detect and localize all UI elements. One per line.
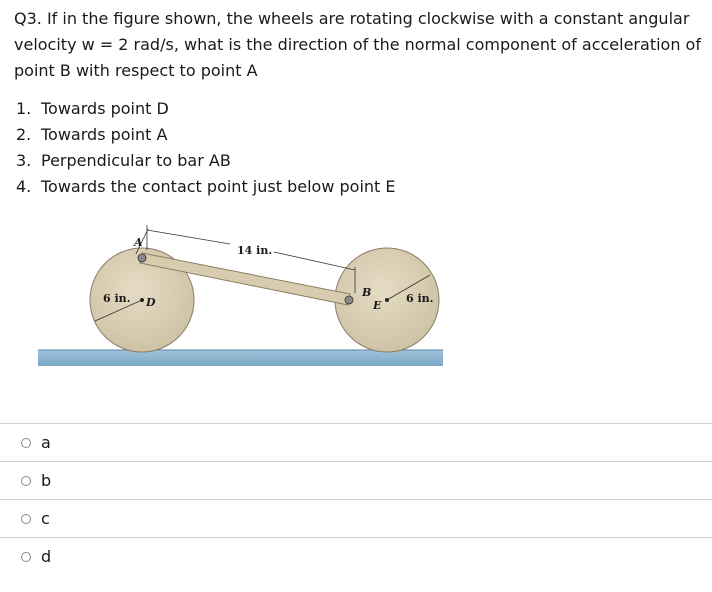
label-a: A	[134, 236, 143, 249]
label-right-radius: 6 in.	[406, 292, 434, 305]
option-row-b[interactable]	[0, 461, 712, 499]
choice-list	[16, 96, 396, 200]
label-d: D	[146, 296, 156, 309]
label-bar-length: 14 in.	[237, 244, 273, 257]
center-e	[385, 298, 389, 302]
option-label: a	[41, 433, 51, 452]
choice-item: 2. Towards point A	[16, 125, 168, 144]
option-label: b	[41, 471, 52, 490]
center-d	[140, 298, 144, 302]
label-b: B	[362, 286, 372, 299]
choice-item: 4. Towards the contact point just below point E	[16, 177, 396, 196]
question-text: Q3. If in the figure shown, the wheels are rotating clockwise with a constant angular velocity w = 2 rad/s, what is the direction of the normal component of acceleration of point B with respect to point A	[14, 9, 701, 80]
ground	[38, 350, 443, 366]
radio-button[interactable]	[21, 552, 31, 562]
choice-item: 3. Perpendicular to bar AB	[16, 151, 231, 170]
option-row-a[interactable]	[0, 423, 712, 461]
radio-button[interactable]	[21, 438, 31, 448]
label-e: E	[373, 299, 382, 312]
pin-a	[138, 254, 146, 262]
radio-button[interactable]	[21, 476, 31, 486]
option-label: c	[41, 509, 50, 528]
pin-b	[345, 296, 353, 304]
radio-button[interactable]	[21, 514, 31, 524]
mechanism-figure	[30, 225, 460, 375]
option-label: d	[41, 547, 52, 566]
choice-item: 1. Towards point D	[16, 99, 169, 118]
label-left-radius: 6 in.	[103, 292, 131, 305]
option-row-d[interactable]	[0, 537, 712, 575]
answer-options	[0, 423, 712, 575]
option-row-c[interactable]	[0, 499, 712, 537]
